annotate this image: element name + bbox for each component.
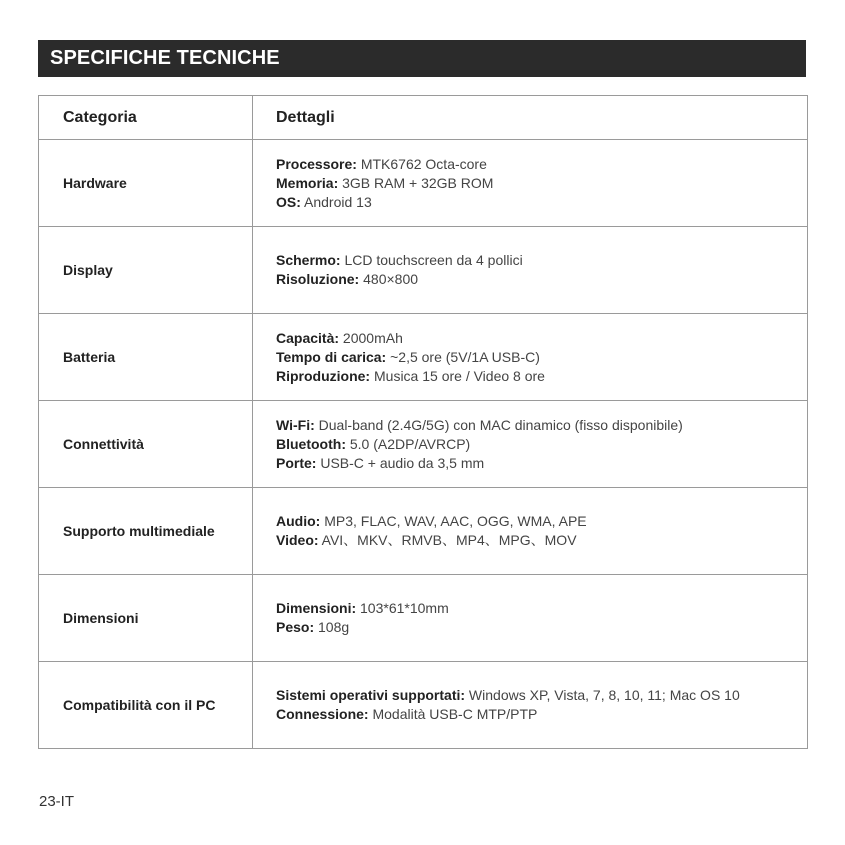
detail-label: Bluetooth: bbox=[276, 435, 346, 452]
detail-label: Video: bbox=[276, 532, 319, 548]
detail-label: Sistemi operativi supportati: bbox=[276, 687, 466, 703]
detail-line bbox=[276, 251, 807, 270]
detail-line bbox=[276, 416, 807, 435]
category-cell: Supporto multimediale bbox=[39, 488, 253, 575]
detail-value: MTK6762 Octa-core bbox=[356, 155, 487, 172]
category-cell: Compatibilità con il PC bbox=[39, 662, 253, 749]
detail-line bbox=[276, 348, 807, 367]
detail-label: OS: bbox=[276, 193, 301, 210]
detail-value: 2000mAh bbox=[339, 329, 403, 346]
detail-value: Windows XP, Vista, 7, 8, 10, 11; Mac OS 10 bbox=[465, 687, 740, 703]
spec-table-body bbox=[39, 140, 808, 749]
detail-line bbox=[276, 512, 807, 531]
detail-value: Dual-band (2.4G/5G) con MAC dinamico (fisso disponibile) bbox=[314, 416, 683, 433]
detail-label: Risoluzione: bbox=[276, 271, 360, 287]
detail-label: Tempo di carica: bbox=[276, 348, 387, 365]
detail-value: AVI、MKV、RMVB、MP4、MPG、MOV bbox=[318, 532, 577, 548]
category-cell: Display bbox=[39, 227, 253, 314]
detail-line bbox=[276, 686, 807, 705]
section-title: SPECIFICHE TECNICHE bbox=[50, 47, 280, 69]
detail-value: 480×800 bbox=[359, 271, 419, 287]
category-cell: Hardware bbox=[39, 140, 253, 227]
detail-line bbox=[276, 705, 807, 724]
detail-value: ~2,5 ore (5V/1A USB-C) bbox=[386, 348, 540, 365]
detail-line bbox=[276, 174, 807, 193]
detail-value: Android 13 bbox=[300, 193, 372, 210]
table-row bbox=[39, 401, 808, 488]
table-row bbox=[39, 227, 808, 314]
detail-line bbox=[276, 155, 807, 174]
detail-value: Modalità USB-C MTP/PTP bbox=[368, 706, 538, 722]
detail-value: MP3, FLAC, WAV, AAC, OGG, WMA, APE bbox=[320, 513, 587, 529]
details-cell bbox=[253, 227, 808, 314]
details-cell bbox=[253, 401, 808, 488]
detail-label: Dimensioni: bbox=[276, 600, 357, 616]
detail-value: LCD touchscreen da 4 pollici bbox=[340, 252, 523, 268]
details-cell bbox=[253, 314, 808, 401]
detail-line bbox=[276, 367, 807, 386]
detail-label: Processore: bbox=[276, 155, 357, 172]
detail-label: Audio: bbox=[276, 513, 321, 529]
detail-value: 108g bbox=[314, 619, 350, 635]
details-cell bbox=[253, 575, 808, 662]
table-row bbox=[39, 140, 808, 227]
detail-value: 3GB RAM + 32GB ROM bbox=[338, 174, 494, 191]
table-row bbox=[39, 488, 808, 575]
detail-label: Peso: bbox=[276, 619, 315, 635]
details-cell bbox=[253, 488, 808, 575]
spec-table bbox=[38, 95, 808, 749]
table-header-row bbox=[39, 96, 808, 140]
detail-value: USB-C + audio da 3,5 mm bbox=[316, 454, 485, 471]
section-header-bar bbox=[38, 40, 806, 77]
table-row bbox=[39, 314, 808, 401]
detail-label: Connessione: bbox=[276, 706, 369, 722]
detail-label: Schermo: bbox=[276, 252, 341, 268]
detail-line bbox=[276, 329, 807, 348]
detail-line bbox=[276, 454, 807, 473]
details-cell bbox=[253, 140, 808, 227]
detail-line bbox=[276, 618, 807, 637]
detail-line bbox=[276, 531, 807, 550]
category-cell: Dimensioni bbox=[39, 575, 253, 662]
category-cell: Batteria bbox=[39, 314, 253, 401]
table-row bbox=[39, 575, 808, 662]
detail-line bbox=[276, 270, 807, 289]
detail-value: 5.0 (A2DP/AVRCP) bbox=[345, 435, 471, 452]
detail-label: Capacità: bbox=[276, 329, 340, 346]
details-cell bbox=[253, 662, 808, 749]
detail-label: Memoria: bbox=[276, 174, 339, 191]
column-header-details: Dettagli bbox=[253, 96, 808, 140]
detail-label: Wi-Fi: bbox=[276, 416, 315, 433]
column-header-category: Categoria bbox=[39, 96, 253, 140]
category-cell: Connettività bbox=[39, 401, 253, 488]
page-number: 23-IT bbox=[39, 793, 75, 810]
detail-label: Porte: bbox=[276, 454, 317, 471]
detail-line bbox=[276, 599, 807, 618]
detail-value: Musica 15 ore / Video 8 ore bbox=[370, 367, 545, 384]
table-row bbox=[39, 662, 808, 749]
detail-label: Riproduzione: bbox=[276, 367, 371, 384]
detail-line bbox=[276, 193, 807, 212]
detail-value: 103*61*10mm bbox=[356, 600, 449, 616]
detail-line bbox=[276, 435, 807, 454]
